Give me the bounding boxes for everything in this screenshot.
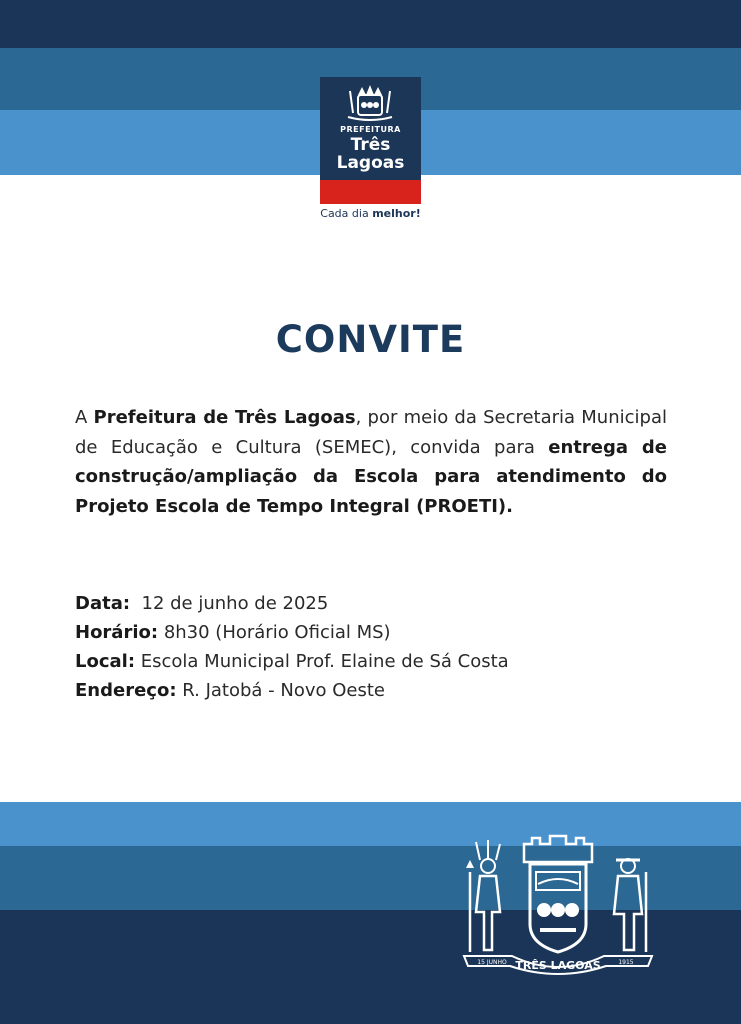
top-band-dark	[0, 0, 741, 48]
prefeitura-logo	[320, 77, 421, 204]
address-value: R. Jatobá - Novo Oeste	[182, 680, 385, 701]
address-label: Endereço:	[75, 680, 177, 701]
logo-red-bar	[320, 180, 421, 204]
logo-city-line1: Três	[350, 135, 391, 155]
place-label: Local:	[75, 651, 136, 672]
date-label: Data:	[75, 593, 131, 614]
logo-city-line2: Lagoas	[336, 153, 405, 173]
logo-prefeitura-text: PREFEITURA	[340, 125, 401, 134]
logo-tagline	[300, 207, 441, 220]
invitation-paragraph	[75, 403, 667, 521]
time-label: Horário:	[75, 622, 159, 643]
detail-place	[75, 651, 695, 672]
crest-banner-text: TRÊS LAGOAS	[515, 959, 601, 972]
detail-time	[75, 622, 695, 643]
place-value: Escola Municipal Prof. Elaine de Sá Costa	[140, 651, 509, 672]
crest-icon	[344, 83, 397, 121]
tagline-prefix: Cada dia	[320, 207, 369, 220]
detail-address	[75, 680, 695, 701]
time-value: 8h30 (Horário Oficial MS)	[163, 622, 391, 643]
logo-city-name	[320, 136, 421, 172]
date-value: 12 de junho de 2025	[141, 593, 329, 614]
crest-left-date: 15 JUNHO	[477, 959, 507, 966]
page-title: CONVITE	[275, 318, 466, 361]
intro-text-1: A	[75, 407, 88, 428]
detail-date	[75, 593, 695, 614]
intro-bold-1: Prefeitura de Três Lagoas	[93, 407, 356, 428]
intro-text-2: , por meio da Secretaria Municipal de Educação e Cultura (SEMEC), convida para	[75, 407, 667, 458]
intro-bold-2: entrega de construção/ampliação da Escola para atendimento do Projeto Escola de Tempo Integral (PROETI).	[75, 436, 667, 517]
tagline-bold: melhor!	[372, 207, 421, 220]
coat-of-arms-icon	[458, 832, 658, 977]
crest-right-year: 1915	[618, 959, 634, 966]
